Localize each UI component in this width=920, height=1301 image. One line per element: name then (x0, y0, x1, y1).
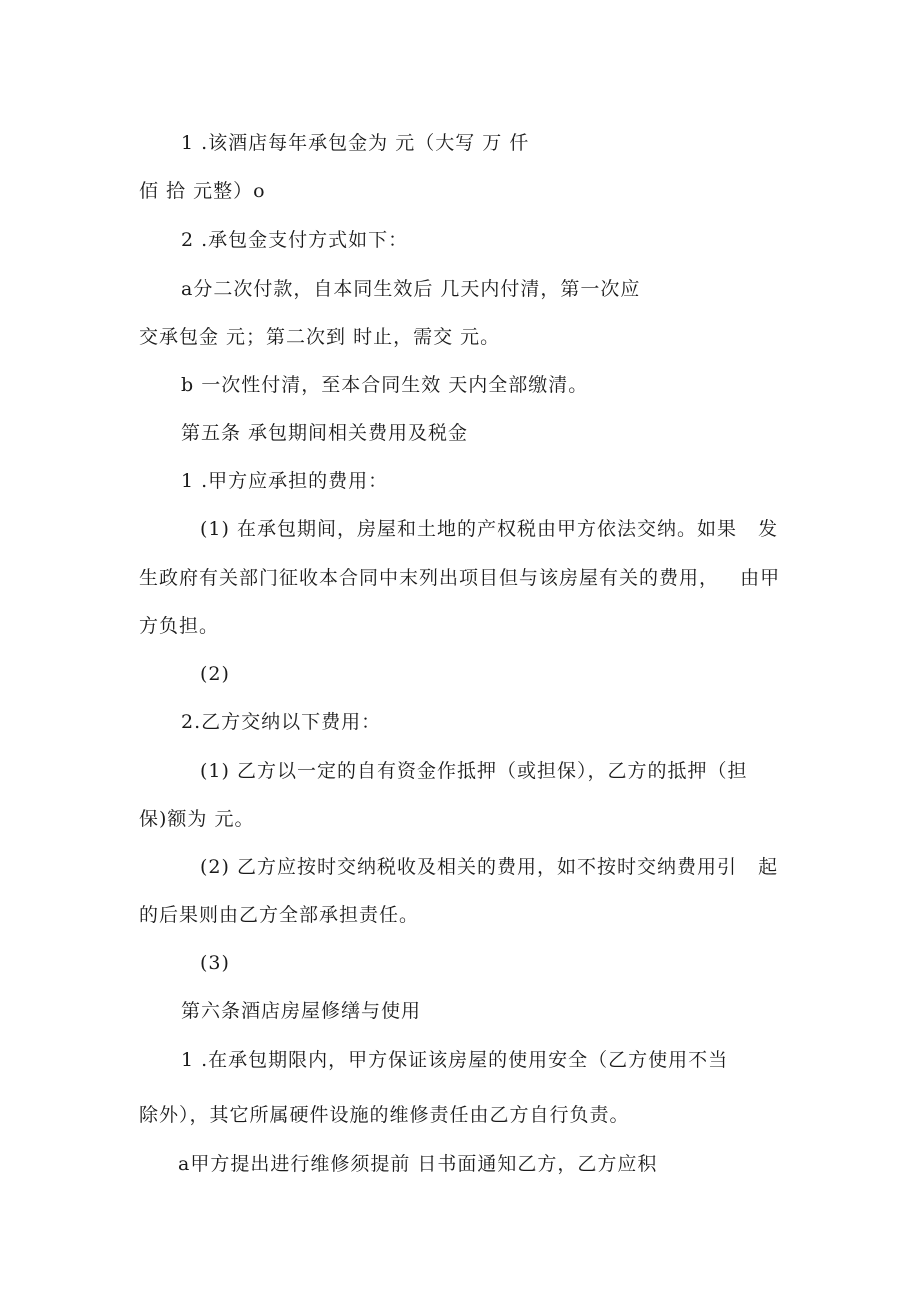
text-line: (2) (200, 663, 230, 685)
text-line: 生政府有关部门征收本合同中末列出项目但与该房屋有关的费用， 由甲 (139, 567, 781, 589)
text-line: 方负担。 (139, 615, 220, 637)
text-line: (1) 乙方以一定的自有资金作抵押（或担保），乙方的抵押（担 (200, 760, 748, 782)
text-line: a分二次付款，自本同生效后 几天内付清，第一次应 (181, 278, 641, 300)
text-line: 2 .承包金支付方式如下： (181, 229, 409, 251)
text-line: 除外），其它所属硬件设施的维修责任由乙方自行负责。 (139, 1104, 630, 1126)
text-line: 交承包金 元；第二次到 时止，需交 元。 (139, 326, 501, 348)
text-line: (2) 乙方应按时交纳税收及相关的费用，如不按时交纳费用引 起 (200, 856, 779, 878)
text-line: 保)额为 元。 (139, 808, 255, 830)
section-heading: 第六条酒店房屋修缮与使用 (181, 1000, 422, 1022)
text-line: a甲方提出进行维修须提前 日书面通知乙方，乙方应积 (178, 1153, 658, 1175)
text-line: 2.乙方交纳以下费用： (181, 711, 382, 733)
section-heading: 第五条 承包期间相关费用及税金 (181, 422, 469, 444)
text-line: 佰 拾 元整）o (139, 180, 266, 202)
text-line: 的后果则由乙方全部承担责任。 (139, 904, 420, 926)
text-line: b 一次性付清，至本合同生效 天内全部缴清。 (181, 374, 589, 396)
text-line: 1 .该酒店每年承包金为 元（大写 万 仟 (181, 132, 530, 154)
text-line: 1 .在承包期限内，甲方保证该房屋的使用安全（乙方使用不当 (181, 1049, 729, 1071)
text-line: (1) 在承包期间，房屋和土地的产权税由甲方依法交纳。如果 发 (200, 518, 779, 540)
text-line: (3) (200, 952, 230, 974)
text-line: 1 .甲方应承担的费用： (181, 470, 389, 492)
